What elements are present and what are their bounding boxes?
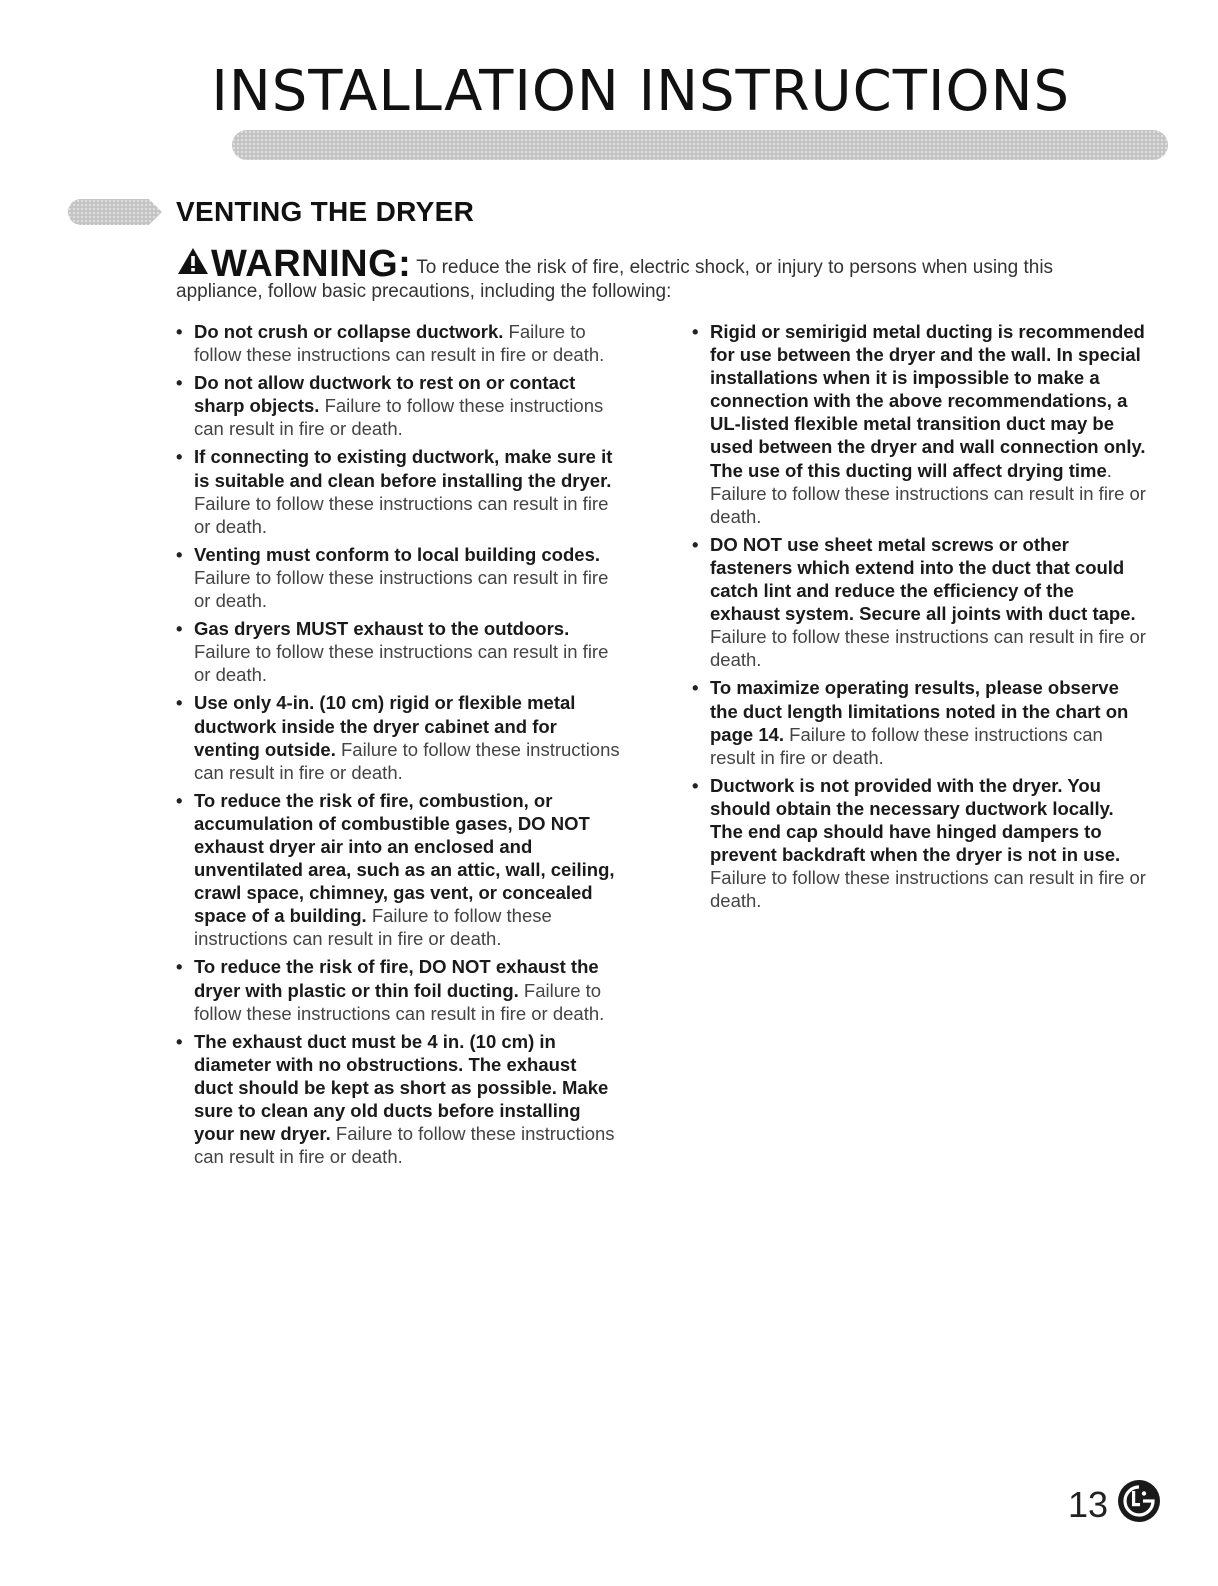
list-item [172, 617, 620, 686]
list-item [688, 774, 1146, 913]
bullet-icon: • [176, 446, 183, 468]
bullet-icon: • [692, 774, 699, 796]
left-column [172, 320, 620, 1173]
page-title: INSTALLATION INSTRUCTIONS [211, 59, 1070, 124]
item-text: Failure to follow these instructions can result in fire or death. [194, 738, 620, 783]
item-bold-text: DO NOT use sheet metal screws or other fasteners which extend into the duct that could catch lint and reduce the efficiency of the exhaust system. Secure all joints with duct tape. [710, 533, 1136, 625]
list-item [172, 691, 620, 783]
lg-logo-icon [1116, 1478, 1162, 1524]
item-text: Failure to follow these instructions can result in fire or death. [710, 867, 1146, 912]
list-item [172, 789, 620, 951]
item-text: Failure to follow these instructions can result in fire or death. [194, 395, 604, 440]
item-text: Failure to follow these instructions can result in fire or death. [194, 492, 609, 537]
warning-text: To reduce the risk of fire, electric shock, or injury to persons when using this appliance, follow basic precautions, including the following: [176, 257, 1054, 302]
item-bold-text: To reduce the risk of fire, DO NOT exhaust the dryer with plastic or thin foil ducting. [194, 956, 599, 1001]
item-bold-text: Use only 4-in. (10 cm) rigid or flexible metal ductwork inside the dryer cabinet and for venting outside. [194, 692, 576, 760]
item-text: Failure to follow these instructions can result in fire or death. [194, 905, 552, 950]
list-item [172, 543, 620, 612]
bullet-icon: • [176, 618, 183, 640]
bullet-icon: • [692, 533, 699, 555]
item-bold-text: Rigid or semirigid metal ducting is recommended for use between the dryer and the wall. In special installations when it is impossible to make a connection with the above recommendations, a UL-listed flexible metal transition duct may be used between the dryer and wall connection only. The use of this ducting will affect drying time [710, 321, 1146, 481]
bullet-icon: • [176, 321, 183, 342]
warning-block [176, 243, 1136, 304]
bullet-icon: • [176, 789, 183, 811]
list-item [172, 445, 620, 537]
item-bold-text: To reduce the risk of fire, combustion, or accumulation of combustible gases, DO NOT exhaust dryer air into an enclosed and unventilated area, such as an attic, wall, ceiling, crawl space, chimney, gas vent, or concealed space of a building. [194, 789, 615, 927]
item-bold-text: Ductwork is not provided with the dryer. You should obtain the necessary ductwork locally. The end cap should have hinged dampers to prevent backdraft when the dryer is not in use. [710, 774, 1121, 866]
item-text: Failure to follow these instructions can result in fire or death. [194, 979, 605, 1024]
list-item [172, 955, 620, 1024]
warning-triangle-icon [176, 246, 210, 276]
bullet-icon: • [176, 543, 183, 565]
list-item [172, 320, 620, 366]
section-title: VENTING THE DRYER [176, 196, 475, 227]
item-text: Failure to follow these instructions can result in fire or death. [194, 321, 605, 366]
bullet-icon: • [176, 692, 183, 714]
list-item [688, 533, 1146, 672]
bullet-icon: • [692, 677, 699, 699]
section-marker-icon [68, 199, 162, 225]
item-bold-text: Do not allow ductwork to rest on or contact sharp objects. [194, 372, 576, 417]
warning-label: WARNING: [211, 243, 412, 285]
list-item [172, 371, 620, 440]
list-item [172, 1030, 620, 1169]
section-header [68, 196, 474, 228]
bullet-icon: • [176, 956, 183, 978]
item-text: Failure to follow these instructions can result in fire or death. [194, 566, 609, 612]
item-bold-text: To maximize operating results, please observe the duct length limitations noted in the chart on page 14. [710, 677, 1129, 745]
item-text: Failure to follow these instructions can result in fire or death. [710, 723, 1103, 768]
item-text: Failure to follow these instructions can result in fire or death. [194, 1123, 615, 1168]
bullet-icon: • [692, 321, 699, 342]
item-bold-text: If connecting to existing ductwork, make sure it is suitable and clean before installing the dryer. [194, 446, 613, 491]
item-text: Failure to follow these instructions can result in fire or death. [194, 641, 609, 686]
title-decorative-bar [232, 130, 1168, 160]
bullet-icon: • [176, 1030, 183, 1052]
item-text: Failure to follow these instructions can result in fire or death. [710, 626, 1146, 671]
list-item [688, 320, 1146, 528]
page-number: 13 [1068, 1484, 1109, 1525]
item-bold-text: Do not crush or collapse ductwork. [194, 321, 504, 342]
item-bold-text: Venting must conform to local building codes. [194, 543, 600, 565]
bullet-icon: • [176, 372, 183, 394]
list-item [688, 676, 1146, 768]
item-text: . Failure to follow these instructions can result in fire or death. [710, 459, 1146, 527]
right-column [688, 320, 1146, 917]
item-bold-text: Gas dryers MUST exhaust to the outdoors. [194, 618, 570, 640]
item-bold-text: The exhaust duct must be 4 in. (10 cm) in diameter with no obstructions. The exhaust duct should be kept as short as possible. Make sure to clean any old ducts before installing your new dryer. [194, 1030, 609, 1145]
